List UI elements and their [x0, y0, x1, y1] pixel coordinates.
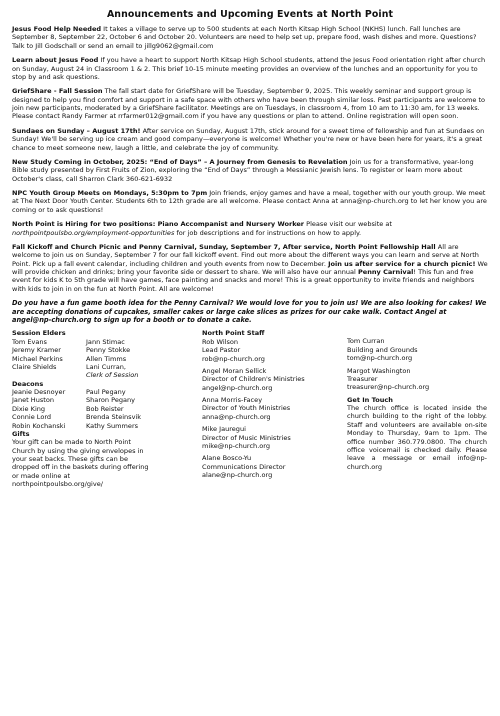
staff-name: Angel Moran Sellick — [202, 366, 267, 375]
staff-member — [202, 396, 339, 421]
announcement-hiring — [12, 220, 488, 237]
contact-column — [347, 329, 487, 488]
staff-member — [202, 367, 339, 392]
deacon-name: Janet Huston — [12, 396, 54, 405]
staff-name: Alane Bosco-Yu — [202, 454, 252, 463]
picnic-highlight: Join us after service for a church picnic! — [328, 259, 476, 268]
bulletin-page — [0, 9, 500, 716]
staff-member — [202, 425, 339, 450]
staff-column — [202, 329, 339, 488]
announcement-body: The fall start date for GriefShare will be Tuesday, September 9, 2025. This weekly seminar and support group is designed to help you find comfort and support in a safe space with others who have been through similar loss. Past participants are welcome to join new participants, moderated by a GriefShare facilitator. Meetings are on Tuesdays, in classroom 4, from 10 am to 11:30 am, for 13 weeks. Please contact Randy Farmer at rrfarmer012@gmail.com if you have any questions or plan to attend. Online registration will open soon. — [12, 87, 486, 121]
announcement-heading: Jesus Food Help Needed — [12, 25, 102, 33]
staff-email[interactable]: mike@np-church.org — [202, 441, 271, 450]
announcement-fall-kickoff — [12, 243, 488, 293]
announcement-learn-jesus-food — [12, 56, 488, 81]
deacon-name: Robin Kochanski — [12, 421, 66, 430]
staff-role: Director of Youth Ministries — [202, 404, 291, 413]
announcement-heading: Fall Kickoff and Church Picnic and Penny Carnival, Sunday, September 7, After service, North Point Fellowship Hall — [12, 242, 436, 251]
staff-email[interactable]: treasurer@np-church.org — [347, 383, 430, 392]
elder-name: Allen Timms — [86, 354, 127, 363]
staff-member — [202, 454, 339, 479]
staff-name: Margot Washington — [347, 366, 411, 375]
deacon-name: Jeanie Desnoyer — [12, 388, 66, 397]
announcement-heading: North Point is Hiring for two positions: Piano Accompanist and Nursery Worker — [12, 220, 305, 229]
announcement-heading: Learn about Jesus Food — [12, 56, 99, 65]
announcement-body: All are welcome to join us on Sunday, September 7 for our fall kickoff event. Find out more about the different ways you can learn and serve at North Point. Pick up a fall event calendar, including children and youth events from now to December. — [12, 242, 479, 268]
deacon-name: Bob Reister — [86, 404, 124, 413]
deacon-name: Brenda Steinsvik — [86, 413, 142, 422]
announcement-griefshare — [12, 87, 488, 121]
elder-name: Michael Perkins — [12, 354, 63, 363]
penny-carnival-highlight: Penny Carnival — [357, 268, 414, 276]
elder-name: Jeremy Kramer — [12, 346, 61, 355]
contact-heading: Get In Touch — [347, 395, 393, 404]
staff-heading: North Point Staff — [202, 329, 265, 338]
gifts-line: your seat backs. These gifts can be — [12, 455, 128, 464]
staff-name: Rob Wilson — [202, 337, 239, 346]
staff-name: Tom Curran — [347, 337, 385, 346]
footer-columns — [12, 329, 488, 488]
deacon-name: Dixie King — [12, 404, 46, 413]
staff-role: Lead Pastor — [202, 346, 241, 355]
elder-name: Jann Stimac — [86, 337, 125, 346]
page-title: Announcements and Upcoming Events at North Point — [106, 9, 394, 20]
elders-heading: Session Elders — [12, 329, 66, 338]
give-link[interactable]: northpointpoulsbo.org/give/ — [12, 480, 103, 489]
elder-name: Lani Curran, — [86, 362, 126, 371]
staff-email[interactable]: angel@np-church.org — [202, 383, 273, 392]
gifts-line: or made online at — [12, 471, 71, 480]
deacon-name: Kathy Summers — [86, 421, 139, 430]
announcement-youth-group — [12, 189, 488, 214]
staff-member — [347, 337, 487, 362]
staff-member — [347, 367, 487, 392]
staff-name: Anna Morris-Facey — [202, 396, 263, 405]
announcement-heading: New Study Coming in October, 2025: “End of Days” – A Journey from Genesis to Revelation — [12, 157, 348, 166]
staff-role: Director of Music Ministries — [202, 433, 291, 442]
announcement-heading: GriefShare - Fall Session — [12, 87, 103, 96]
staff-email[interactable]: anna@np-church.org — [202, 412, 271, 421]
staff-member — [202, 338, 339, 363]
staff-name: Mike Jauregui — [202, 425, 246, 434]
deacon-name: Paul Pegany — [86, 388, 126, 397]
staff-email[interactable]: rob@np-church.org — [202, 354, 265, 363]
announcement-body: Join friends, enjoy games and have a meal, together with our youth group. We meet at The Next Door Youth Center. Students 6th to 12th grade are all welcome. Please contact Anna at anna@np-church.org to let her know you are coming or to ask questions! — [12, 189, 487, 214]
announcement-body-end: for job descriptions and for instructions on how to apply. — [174, 228, 362, 237]
deacon-name: Sharon Pegany — [86, 396, 136, 405]
deacons-heading: Deacons — [12, 379, 44, 388]
announcement-heading: Sundaes on Sunday – August 17th! — [12, 126, 141, 135]
elders-list — [12, 338, 194, 380]
staff-email[interactable]: alane@np-church.org — [202, 471, 273, 480]
staff-role: Building and Grounds — [347, 345, 418, 354]
leadership-column — [12, 329, 194, 488]
announcement-heading: NPC Youth Group Meets on Mondays, 5:30pm to 7pm — [12, 189, 208, 197]
announcement-body-2: We will provide chicken and drinks; bring your favorite side or dessert to share. We will also have our annual — [12, 259, 488, 276]
staff-email[interactable]: tom@np-church.org — [347, 354, 413, 363]
elder-name: Tom Evans — [12, 337, 47, 346]
employment-link[interactable]: northpointpoulsbo.org/employment-opportunities — [12, 228, 175, 237]
gifts-line: dropped off in the baskets during offering — [12, 463, 149, 472]
deacon-name: Connie Lord — [12, 413, 52, 422]
clerk-title: Clerk of Session — [86, 371, 139, 380]
announcement-body: It takes a village to serve up to 500 students at each North Kitsap High School (NKHS) lunch. Fall lunches are September 8, September 22, October 6 and October 20. Volunteers are need to help set up, prepare food, wash dishes and more. Questions? Talk to Jill Godschall or send an email to jillg9062@gmail.com — [12, 25, 477, 50]
elder-name: Penny Stokke — [86, 346, 131, 355]
staff-role: Treasurer — [347, 374, 378, 383]
elder-name: Claire Shields — [12, 362, 57, 371]
announcement-body: After service on Sunday, August 17th, stick around for a sweet time of fellowship and fun at Sundaes on Sunday! We'll be serving up ice cream and good company—everyone is welcome! Whether you're new or have been here for years, it's a great chance to meet someone new, laugh a little, and celebrate the joy of community. — [12, 126, 485, 152]
announcement-body: If you have a heart to support North Kitsap High School students, attend the Jesus Food orientation right after church on Sunday, August 24 in Classroom 1 & 2. This brief 10-15 minute meeting provides an overview of the lunches and an opportunity for you to stop by and ask questions. — [12, 56, 486, 81]
announcement-jesus-food-help — [12, 25, 488, 50]
announcement-body: Please visit our website at — [304, 220, 392, 229]
announcement-sundaes — [12, 127, 488, 152]
staff-role: Director of Children's Ministries — [202, 375, 305, 384]
announcement-body: Join us for a transformative, year-long Bible study presented by First Fruits of Zion, exploring the “End of Days” through a Messianic Jewish lens. To register or learn more about October's class, call Sharron Clark 360-621-6932 — [12, 157, 474, 183]
announcement-new-study — [12, 158, 488, 183]
staff-role: Communications Director — [202, 462, 286, 471]
gifts-heading: Gifts — [12, 429, 30, 438]
gifts-line: Church by using the giving envelopes in — [12, 446, 144, 455]
deacons-list — [12, 388, 194, 430]
penny-carnival-callout: Do you have a fun game booth idea for the Penny Carnival? We would love for you to join us! We are also looking for cakes! We are accepting donations of cupcakes, smaller cakes or large cake slices as prizes for our cake walk. Contact Angel at angel@np-church.org to sign up for a booth or to donate a cake. — [12, 299, 487, 324]
announcement-body-3: ! This fun and free event for kids K to 5th grade will have games, face painting and snacks and more! This is a great opportunity to invite friends and neighbors with kids to join in on the fun at North Point. All are welcome! — [12, 268, 475, 293]
gifts-line: Your gift can be made to North Point — [12, 438, 131, 447]
gifts-text — [12, 438, 194, 488]
contact-text: The church office is located inside the church building to the right of the lobby. Staff and volunteers are available on-site Monday to Thursday, 9am to 1pm. The office number 360.779.0800. The church office voicemail is checked daily. Please leave a message or email info@np-church.org — [347, 404, 487, 471]
